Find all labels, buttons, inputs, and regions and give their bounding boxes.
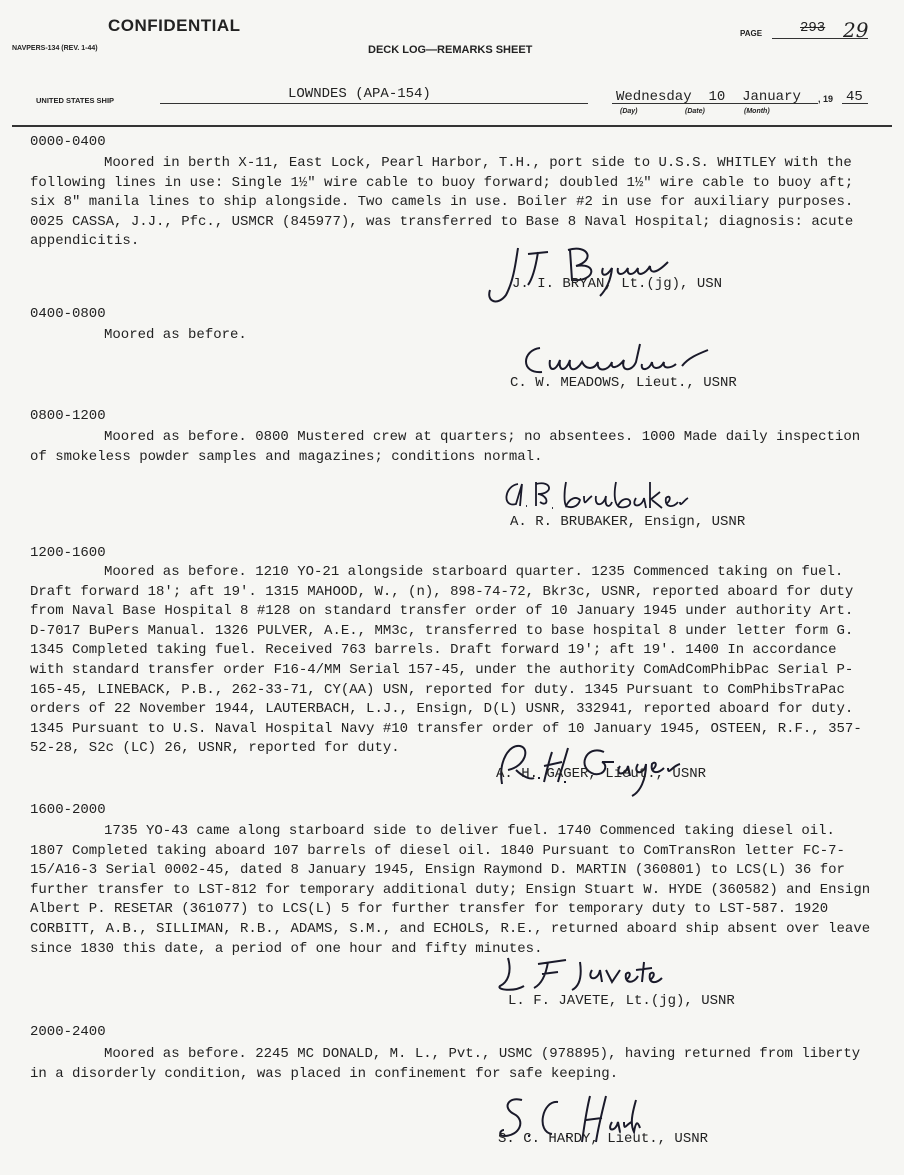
year-value: 45	[846, 89, 863, 105]
watch-time: 0400-0800	[30, 306, 106, 322]
ship-label: UNITED STATES SHIP	[36, 96, 115, 105]
form-number: NAVPERS-134 (REV. 1-44)	[12, 45, 98, 52]
signature-javete	[494, 952, 664, 996]
month-caption: (Month)	[744, 108, 770, 115]
page-label: PAGE	[740, 29, 763, 38]
signature-bryan	[478, 240, 678, 310]
date-caption: (Date)	[685, 108, 705, 115]
ship-name: LOWNDES (APA-154)	[288, 86, 431, 102]
document-title: CONFIDENTIAL	[108, 16, 241, 35]
entry-remarks: Moored as before. 1210 YO-21 alongside starboard quarter. 1235 Commenced taking on fuel. Draft forward 18'; aft 19'. 1315 MAHOOD, W., (n), 898-74-72, Bkr3c, USNR, reported aboard for duty from Naval Base Hospital 8 #128 on standard transfer order of 10 January 1945 under authority Art. D-7017 BuPers Manual. 1326 PULVER, A.E., MM3c, transferred to base hospital 8 under letter form G. 1345 Completed taking fuel. Received 763 barrels. Draft forward 19'; aft 19'. 1400 In accordance with standard transfer order F16-4/MM Serial 157-45, under the authority ComAdComPhibPac Serial P-165-45, LINEBACK, P.B., 262-33-71, CY(AA) USN, reported for duty. 1345 Pursuant to ComPhibsTraPac orders of 22 November 1944, LAUTERBACH, L.J., Ensign, D(L) USNR, 332941, reported aboard for duty. 1345 Pursuant to U.S. Naval Hospital Navy #10 transfer order of 10 January 1945, OSTEEN, R.F., 357-52-28, S2c (LC) 26, USNR, reported for duty.	[30, 564, 862, 757]
day-value: Wednesday	[616, 89, 692, 105]
signature-block: A. H. GAGER, Lieut., USNR	[496, 766, 707, 782]
entry-remarks: Moored as before. 0800 Mustered crew at quarters; no absentees. 1000 Made daily inspection of smokeless powder samples and magazines; conditions normal.	[30, 429, 861, 465]
watch-time: 0800-1200	[30, 408, 106, 424]
signature-block: A. R. BRUBAKER, Ensign, USNR	[510, 514, 746, 530]
signature-block: C. W. MEADOWS, Lieut., USNR	[510, 375, 737, 391]
signature-block: S. C. HARDY, Lieut., USNR	[498, 1131, 709, 1147]
page-number: 29	[843, 18, 869, 42]
entry-remarks: 1735 YO-43 came along starboard side to deliver fuel. 1740 Commenced taking diesel oil. 1807 Completed taking aboard 107 barrels of diesel oil. 1840 Pursuant to ComTransRon letter FC-7-15/A16-3 Serial 0002-45, dated 8 January 1945, Ensign Raymond D. MARTIN (360801) to LCS(L) 36 for further transfer to LST-812 for temporary additional duty; Ensign Stuart W. HYDE (360582) and Ensign Albert P. RESETAR (361077) to LCS(L) 5 for further transfer for temporary duty to LST-587. 1920 CORBITT, A.B., SILLIMAN, R.B., ADAMS, S.M., and ECHOLS, R.E., returned aboard ship absent over leave since 1830 this date, a period of one hour and fifty minutes.	[30, 823, 871, 957]
watch-time: 0000-0400	[30, 134, 106, 150]
date-text	[616, 89, 801, 105]
year-prefix: , 19	[818, 94, 834, 104]
page-number-struck: 293	[800, 20, 826, 36]
month-value: January	[742, 89, 801, 105]
sheet-title: DECK LOG—REMARKS SHEET	[368, 44, 533, 56]
signature-block: L. F. JAVETE, Lt.(jg), USNR	[508, 993, 735, 1009]
watch-time: 2000-2400	[30, 1024, 106, 1040]
header-rule	[12, 125, 892, 127]
date-value: 10	[708, 89, 726, 105]
watch-time: 1600-2000	[30, 802, 106, 818]
ship-line	[160, 103, 588, 104]
signature-block: J. I. BRYAN, Lt.(jg), USN	[512, 276, 723, 292]
day-caption: (Day)	[620, 108, 638, 115]
entry-remarks: Moored as before. 2245 MC DONALD, M. L., Pvt., USMC (978895), having returned from liberty in a disorderly condition, was placed in confinement for safe keeping.	[30, 1046, 861, 1082]
entry-remarks: Moored in berth X-11, East Lock, Pearl Harbor, T.H., port side to U.S.S. WHITLEY with the following lines in use: Single 1½" wire cable to buoy forward; doubled 1½" wire cable to buoy aft; six 8" manila lines to ship alongside. Two camels in use. Boiler #2 in use for auxiliary purposes. 0025 CASSA, J.J., Pfc., USMCR (845977), was transferred to Base 8 Naval Hospital; diagnosis: acute appendicitis.	[30, 155, 854, 250]
signature-brubaker	[500, 478, 690, 514]
entry-remarks: Moored as before.	[104, 327, 247, 343]
watch-time: 1200-1600	[30, 545, 106, 561]
